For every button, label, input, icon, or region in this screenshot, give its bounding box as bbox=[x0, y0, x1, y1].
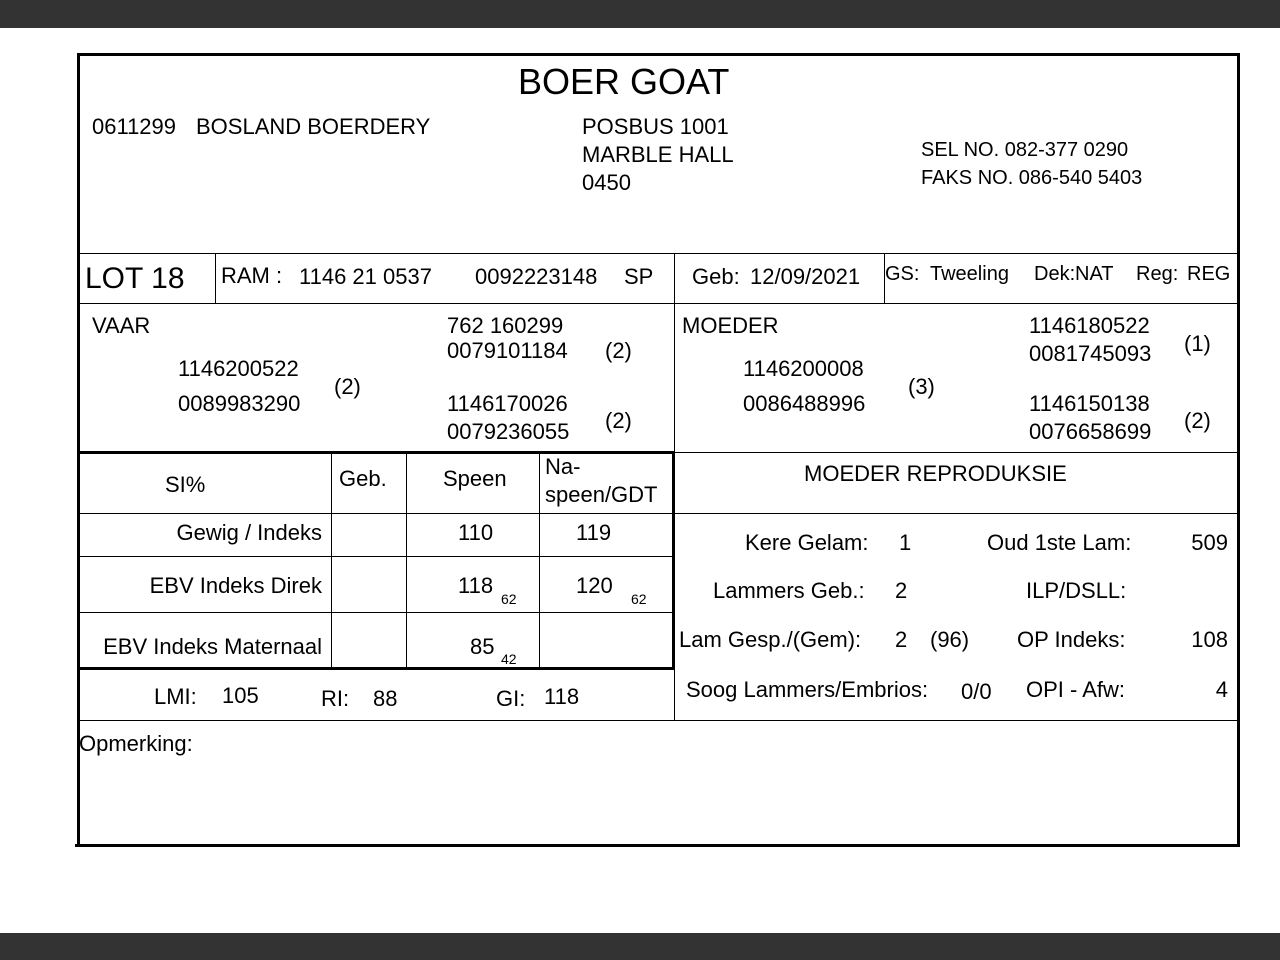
breeder-id: 0611299 bbox=[92, 114, 177, 139]
sire-count: (2) bbox=[334, 374, 361, 399]
birth-label: Geb: bbox=[692, 264, 740, 289]
ram-registration: 0092223148 bbox=[475, 264, 598, 289]
ram-id: 1146 21 0537 bbox=[299, 264, 432, 289]
gi-label: GI: bbox=[496, 686, 526, 711]
speen-header: Speen bbox=[443, 466, 507, 491]
kere-gelam-value: 1 bbox=[899, 530, 912, 555]
row-direk-speen-accuracy: 62 bbox=[501, 591, 517, 607]
bottom-frame-bar bbox=[0, 933, 1280, 960]
fax-number: FAKS NO. 086-540 5403 bbox=[921, 167, 1143, 189]
lot-number: LOT 18 bbox=[85, 262, 185, 295]
lammers-geb-value: 2 bbox=[895, 578, 908, 603]
breeder-name: BOSLAND BOERDERY bbox=[196, 114, 431, 139]
lmi-label: LMI: bbox=[154, 684, 197, 709]
opi-afw-label: OPI - Afw: bbox=[1026, 677, 1126, 702]
cell-number: SEL NO. 082-377 0290 bbox=[921, 139, 1129, 161]
remark-label: Opmerking: bbox=[79, 731, 193, 756]
op-indeks-value: 108 bbox=[1191, 627, 1228, 652]
sire-label: VAAR bbox=[92, 313, 151, 338]
opi-afw-value: 4 bbox=[1215, 677, 1228, 702]
row-direk-label: EBV Indeks Direk bbox=[149, 573, 322, 598]
geb-header: Geb. bbox=[339, 466, 387, 491]
dek-value: NAT bbox=[1075, 263, 1114, 285]
dam-dam-registration: 0076658699 bbox=[1029, 419, 1152, 444]
si-header: SI% bbox=[165, 472, 206, 497]
gs-label: GS: bbox=[885, 263, 920, 285]
lmi-value: 105 bbox=[222, 683, 259, 708]
oud-1ste-lam-value: 509 bbox=[1191, 530, 1228, 555]
sire-dam-id: 1146170026 bbox=[447, 391, 568, 416]
dek-label: Dek: bbox=[1034, 263, 1076, 285]
gs-value: Tweeling bbox=[930, 263, 1009, 285]
row-gewig-speen: 110 bbox=[458, 520, 494, 545]
naspeen-header-line1: Na- bbox=[545, 454, 581, 479]
sire-registration: 0089983290 bbox=[178, 391, 301, 416]
dam-dam-id: 1146150138 bbox=[1029, 391, 1150, 416]
ram-label: RAM : bbox=[221, 263, 283, 288]
soog-lammers-value: 0/0 bbox=[961, 679, 992, 704]
dam-sire-registration: 0081745093 bbox=[1029, 341, 1152, 366]
ri-value: 88 bbox=[373, 686, 398, 711]
sire-sire-registration: 0079101184 bbox=[447, 338, 568, 363]
dam-sire-count: (1) bbox=[1184, 331, 1211, 356]
sire-dam-registration: 0079236055 bbox=[447, 419, 570, 444]
row-maternaal-label: EBV Indeks Maternaal bbox=[103, 634, 322, 659]
row-direk-naspeen: 120 bbox=[576, 573, 613, 598]
reproduction-header: MOEDER REPRODUKSIE bbox=[804, 461, 1067, 486]
dam-count: (3) bbox=[908, 374, 935, 399]
address-line-2: MARBLE HALL bbox=[582, 142, 734, 167]
reg-value: REG bbox=[1187, 263, 1231, 285]
gi-value: 118 bbox=[544, 684, 580, 709]
lam-gesp-average: (96) bbox=[930, 627, 970, 652]
reg-label: Reg: bbox=[1136, 263, 1179, 285]
naspeen-header-line2: speen/GDT bbox=[545, 482, 658, 507]
sire-sire-count: (2) bbox=[605, 338, 632, 363]
dam-registration: 0086488996 bbox=[743, 391, 866, 416]
row-maternaal-speen-accuracy: 42 bbox=[501, 651, 517, 667]
address-line-3: 0450 bbox=[582, 170, 631, 195]
top-frame-bar bbox=[0, 0, 1280, 28]
sire-sire-id: 762 160299 bbox=[447, 313, 564, 338]
lam-gesp-value: 2 bbox=[895, 627, 908, 652]
ilp-dsll-label: ILP/DSLL: bbox=[1026, 578, 1127, 603]
birth-date: 12/09/2021 bbox=[750, 264, 861, 289]
ri-label: RI: bbox=[321, 686, 350, 711]
document-title: BOER GOAT bbox=[518, 61, 730, 102]
row-direk-naspeen-accuracy: 62 bbox=[631, 591, 647, 607]
row-gewig-naspeen: 119 bbox=[576, 520, 612, 545]
lam-gesp-label: Lam Gesp./(Gem): bbox=[679, 627, 862, 652]
ram-grade: SP bbox=[624, 264, 654, 289]
kere-gelam-label: Kere Gelam: bbox=[745, 530, 869, 555]
row-maternaal-speen: 85 bbox=[470, 634, 495, 659]
sire-id: 1146200522 bbox=[178, 356, 299, 381]
row-direk-speen: 118 bbox=[458, 573, 494, 598]
dam-sire-id: 1146180522 bbox=[1029, 313, 1150, 338]
dam-id: 1146200008 bbox=[743, 356, 864, 381]
dam-label: MOEDER bbox=[682, 313, 779, 338]
address-line-1: POSBUS 1001 bbox=[582, 114, 729, 139]
lammers-geb-label: Lammers Geb.: bbox=[713, 578, 865, 603]
sire-dam-count: (2) bbox=[605, 408, 632, 433]
oud-1ste-lam-label: Oud 1ste Lam: bbox=[987, 530, 1132, 555]
op-indeks-label: OP Indeks: bbox=[1017, 627, 1126, 652]
dam-dam-count: (2) bbox=[1184, 408, 1211, 433]
row-gewig-label: Gewig / Indeks bbox=[176, 520, 322, 545]
soog-lammers-label: Soog Lammers/Embrios: bbox=[686, 677, 929, 702]
